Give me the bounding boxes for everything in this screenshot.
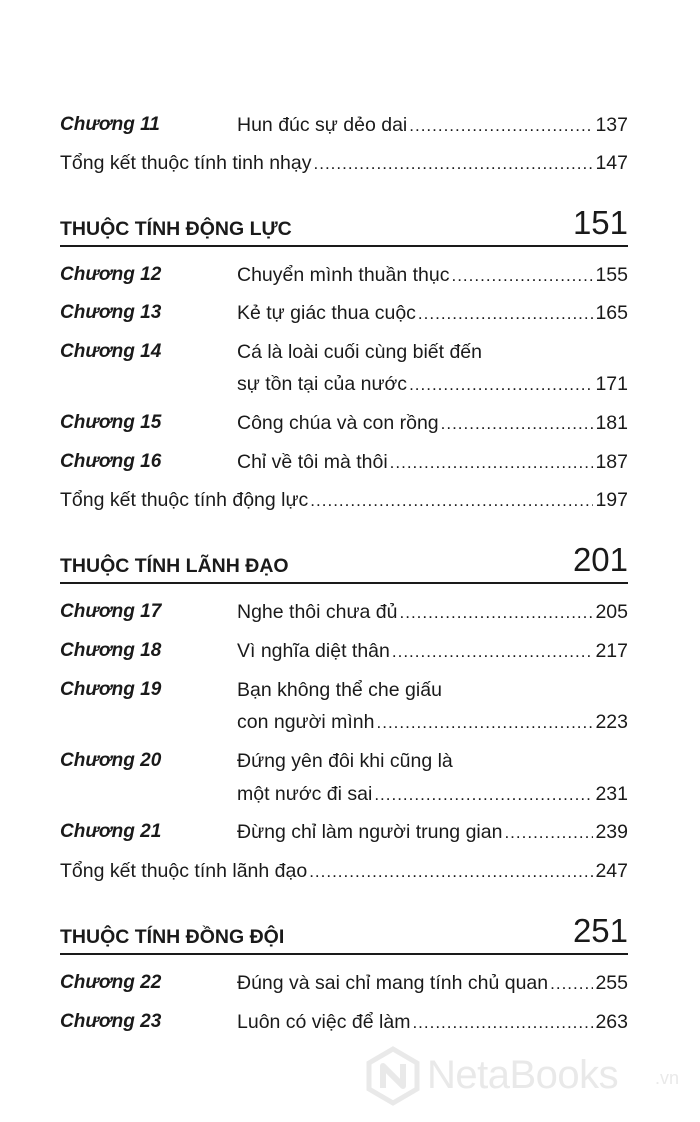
chapter-label: Chương 21 [60,821,162,842]
toc-entry-chapter-22[interactable] [60,967,628,999]
chapter-label: Chương 20 [60,750,162,771]
chapter-label: Chương 12 [60,264,162,285]
chapter-title-line-2: một nước đi sai [237,783,373,805]
page-number: 181 [595,412,628,434]
chapter-label: Chương 18 [60,640,162,661]
dot-leader [374,779,593,811]
toc-entry-chapter-23[interactable] [60,1006,628,1038]
toc-entry-chapter-11[interactable] [60,109,628,141]
toc-entry-chapter-14[interactable] [60,336,628,368]
chapter-label: Chương 17 [60,601,162,622]
dot-leader [314,148,594,180]
dot-leader [309,856,593,888]
page-number: 137 [595,114,628,136]
toc-entry-chapter-21[interactable] [60,816,628,848]
dot-leader [412,1007,593,1039]
dot-leader [409,110,593,142]
chapter-label: Chương 14 [60,341,162,362]
dot-leader [451,260,593,292]
section-page-number: 251 [572,912,628,949]
dot-leader [310,485,593,517]
chapter-title: Công chúa và con rồng [237,412,439,434]
toc-entry-chapter-14-continued[interactable] [60,368,628,400]
chapter-label: Chương 11 [60,114,160,135]
toc-entry-summary-tinh-nhay[interactable] [60,147,628,179]
summary-title: Tổng kết thuộc tính lãnh đạo [60,860,308,882]
page-number: 171 [595,373,628,395]
toc-entry-summary-dong-luc[interactable] [60,484,628,516]
section-title: THUỘC TÍNH LÃNH ĐẠO [60,555,289,577]
watermark-brand: NetaBooks [427,1053,619,1097]
toc-entry-chapter-20[interactable] [60,745,628,777]
chapter-title-line-2: sự tồn tại của nước [237,373,408,395]
toc-entry-chapter-12[interactable] [60,259,628,291]
chapter-title-line-1: Bạn không thể che giấu [237,679,442,701]
chapter-title: Nghe thôi chưa đủ [237,601,398,623]
netabooks-watermark [363,1046,693,1110]
page-number: 147 [595,152,628,174]
page-number: 217 [595,640,628,662]
chapter-label: Chương 23 [60,1011,162,1032]
chapter-title: Vì nghĩa diệt thân [237,640,390,662]
page-number: 205 [595,601,628,623]
section-page-number: 201 [572,541,628,578]
page-number: 155 [595,264,628,286]
chapter-title-line-1: Đứng yên đôi khi cũng là [237,750,453,772]
chapter-label: Chương 16 [60,451,162,472]
chapter-title: Chỉ về tôi mà thôi [237,451,388,473]
toc-entry-chapter-17[interactable] [60,596,628,628]
dot-leader [392,636,594,668]
chapter-title: Luôn có việc để làm [237,1011,411,1033]
dot-leader [377,707,594,739]
section-page-number: 151 [572,204,628,241]
page-number: 255 [595,972,628,994]
page-number: 247 [595,860,628,882]
page-number: 187 [595,451,628,473]
section-heading-dong-doi[interactable] [60,903,628,955]
toc-entry-summary-lanh-dao[interactable] [60,855,628,887]
toc-entry-chapter-18[interactable] [60,635,628,667]
toc-entry-chapter-15[interactable] [60,407,628,439]
chapter-label: Chương 22 [60,972,162,993]
dot-leader [418,298,594,330]
chapter-title-line-2: con người mình [237,711,375,733]
toc-entry-chapter-19-continued[interactable] [60,706,628,738]
dot-leader [504,817,593,849]
chapter-title: Đúng và sai chỉ mang tính chủ quan [237,972,549,994]
page-number: 223 [595,711,628,733]
dot-leader [409,369,593,401]
page-number: 231 [595,783,628,805]
dot-leader [441,408,594,440]
page-number: 239 [595,821,628,843]
watermark-domain: .vn [655,1068,680,1088]
page-number: 263 [595,1011,628,1033]
chapter-title: Kẻ tự giác thua cuộc [237,302,416,324]
section-heading-dong-luc[interactable] [60,195,628,247]
page-number: 165 [595,302,628,324]
toc-entry-chapter-13[interactable] [60,297,628,329]
chapter-label: Chương 15 [60,412,162,433]
chapter-title: Hun đúc sự dẻo dai [237,114,408,136]
dot-leader [550,968,593,1000]
page-number: 197 [595,489,628,511]
toc-entry-chapter-16[interactable] [60,446,628,478]
chapter-title-line-1: Cá là loài cuối cùng biết đến [237,341,482,363]
chapter-title: Đừng chỉ làm người trung gian [237,821,503,843]
summary-title: Tổng kết thuộc tính động lực [60,489,309,511]
toc-entry-chapter-20-continued[interactable] [60,778,628,810]
chapter-label: Chương 13 [60,302,162,323]
chapter-title: Chuyển mình thuần thục [237,264,450,286]
netabooks-logo-icon [363,1046,423,1106]
dot-leader [400,597,594,629]
summary-title: Tổng kết thuộc tính tinh nhạy [60,152,312,174]
toc-entry-chapter-19[interactable] [60,674,628,706]
section-heading-lanh-dao[interactable] [60,532,628,584]
chapter-label: Chương 19 [60,679,162,700]
section-title: THUỘC TÍNH ĐỘNG LỰC [60,218,292,240]
dot-leader [390,447,594,479]
section-title: THUỘC TÍNH ĐỒNG ĐỘI [60,926,285,948]
